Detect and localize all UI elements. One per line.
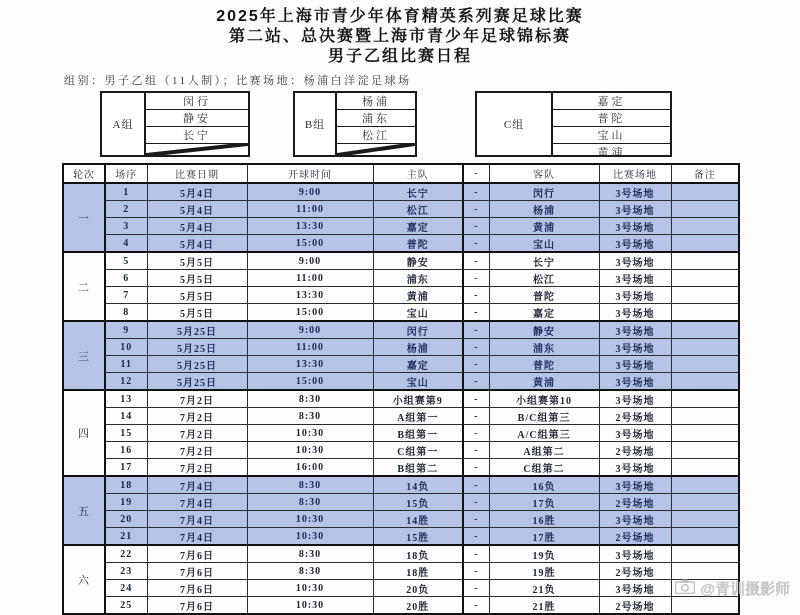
cell-home: 15胜 bbox=[373, 528, 463, 546]
cell-date: 5月4日 bbox=[147, 201, 247, 218]
cell-note bbox=[671, 580, 739, 597]
cell-note bbox=[671, 270, 739, 287]
cell-venue: 3号场地 bbox=[599, 476, 671, 494]
cell-date: 5月25日 bbox=[147, 356, 247, 373]
table-row bbox=[63, 321, 739, 339]
cell-note bbox=[671, 511, 739, 528]
cell-note bbox=[671, 494, 739, 511]
cell-time: 11:00 bbox=[247, 339, 373, 356]
cell-time: 15:00 bbox=[247, 304, 373, 322]
cell-time: 11:00 bbox=[247, 201, 373, 218]
cell-round-label: 五 bbox=[63, 476, 105, 545]
cell-separator: - bbox=[463, 287, 489, 304]
cell-home: 14负 bbox=[373, 476, 463, 494]
cell-home: 宝山 bbox=[373, 373, 463, 391]
cell-separator: - bbox=[463, 442, 489, 459]
cell-date: 7月2日 bbox=[147, 408, 247, 425]
group-box-B组 bbox=[293, 91, 417, 157]
cell-date: 5月4日 bbox=[147, 218, 247, 235]
cell-note bbox=[671, 339, 739, 356]
cell-time: 9:00 bbox=[247, 252, 373, 270]
cell-note bbox=[671, 408, 739, 425]
cell-match-no: 24 bbox=[105, 580, 147, 597]
cell-separator: - bbox=[463, 511, 489, 528]
table-row bbox=[63, 425, 739, 442]
cell-venue: 2号场地 bbox=[599, 528, 671, 546]
cell-away: A/C组第三 bbox=[489, 425, 599, 442]
cell-away: 19负 bbox=[489, 545, 599, 563]
cell-time: 13:30 bbox=[247, 218, 373, 235]
groups-row bbox=[0, 91, 800, 159]
cell-match-no: 17 bbox=[105, 459, 147, 477]
cell-away: 16胜 bbox=[489, 511, 599, 528]
schedule-header-row bbox=[63, 164, 739, 183]
group-label: C组 bbox=[477, 93, 553, 155]
cell-venue: 2号场地 bbox=[599, 408, 671, 425]
cell-round-label: 一 bbox=[63, 183, 105, 252]
cell-separator: - bbox=[463, 597, 489, 615]
cell-match-no: 4 bbox=[105, 235, 147, 253]
cell-note bbox=[671, 235, 739, 253]
cell-note bbox=[671, 373, 739, 391]
cell-venue: 3号场地 bbox=[599, 235, 671, 253]
cell-note bbox=[671, 201, 739, 218]
cell-date: 5月4日 bbox=[147, 235, 247, 253]
table-row bbox=[63, 442, 739, 459]
cell-time: 15:00 bbox=[247, 235, 373, 253]
cell-match-no: 25 bbox=[105, 597, 147, 615]
cell-date: 7月6日 bbox=[147, 563, 247, 580]
group-team-list bbox=[146, 93, 248, 155]
cell-separator: - bbox=[463, 304, 489, 322]
cell-time: 10:30 bbox=[247, 528, 373, 546]
cell-date: 7月4日 bbox=[147, 511, 247, 528]
diagonal-line bbox=[337, 144, 415, 155]
group-box-C组 bbox=[475, 91, 672, 157]
group-box-A组 bbox=[100, 91, 250, 157]
cell-time: 9:00 bbox=[247, 183, 373, 201]
cell-venue: 3号场地 bbox=[599, 511, 671, 528]
cell-match-no: 2 bbox=[105, 201, 147, 218]
cell-venue: 3号场地 bbox=[599, 287, 671, 304]
group-team-list bbox=[553, 93, 670, 159]
table-row bbox=[63, 287, 739, 304]
group-label: B组 bbox=[295, 93, 337, 155]
cell-venue: 3号场地 bbox=[599, 390, 671, 408]
cell-round-label: 二 bbox=[63, 252, 105, 321]
cell-match-no: 15 bbox=[105, 425, 147, 442]
table-row bbox=[63, 476, 739, 494]
cell-note bbox=[671, 287, 739, 304]
cell-time: 8:30 bbox=[247, 563, 373, 580]
cell-venue: 2号场地 bbox=[599, 597, 671, 615]
cell-separator: - bbox=[463, 494, 489, 511]
table-row bbox=[63, 563, 739, 580]
cell-home: 宝山 bbox=[373, 304, 463, 322]
cell-away: 杨浦 bbox=[489, 201, 599, 218]
cell-note bbox=[671, 459, 739, 477]
cell-date: 5月25日 bbox=[147, 339, 247, 356]
group-team-cell: 宝山 bbox=[553, 127, 670, 144]
cell-round-label: 六 bbox=[63, 545, 105, 614]
cell-venue: 3号场地 bbox=[599, 252, 671, 270]
cell-note bbox=[671, 425, 739, 442]
cell-match-no: 6 bbox=[105, 270, 147, 287]
cell-separator: - bbox=[463, 235, 489, 253]
cell-note bbox=[671, 597, 739, 615]
group-team-cell: 松江 bbox=[337, 127, 415, 144]
table-row bbox=[63, 545, 739, 563]
cell-date: 7月2日 bbox=[147, 459, 247, 477]
cell-time: 8:30 bbox=[247, 476, 373, 494]
cell-home: B组第一 bbox=[373, 425, 463, 442]
cell-match-no: 12 bbox=[105, 373, 147, 391]
col-header-away: 客队 bbox=[489, 164, 599, 183]
cell-date: 5月25日 bbox=[147, 373, 247, 391]
schedule-body bbox=[63, 183, 739, 614]
cell-date: 7月6日 bbox=[147, 545, 247, 563]
cell-away: 小组赛第10 bbox=[489, 390, 599, 408]
cell-note bbox=[671, 442, 739, 459]
cell-home: 18负 bbox=[373, 545, 463, 563]
cell-home: 长宁 bbox=[373, 183, 463, 201]
cell-round-label: 四 bbox=[63, 390, 105, 476]
col-header-match-no: 场序 bbox=[105, 164, 147, 183]
cell-venue: 3号场地 bbox=[599, 459, 671, 477]
diagonal-line bbox=[146, 144, 248, 155]
cell-note bbox=[671, 321, 739, 339]
cell-match-no: 22 bbox=[105, 545, 147, 563]
cell-note bbox=[671, 476, 739, 494]
cell-date: 7月4日 bbox=[147, 528, 247, 546]
col-header-separator: - bbox=[463, 164, 489, 183]
group-team-cell: 浦东 bbox=[337, 110, 415, 127]
title-line-3: 男子乙组比赛日程 bbox=[327, 48, 472, 65]
cell-away: 松江 bbox=[489, 270, 599, 287]
cell-match-no: 8 bbox=[105, 304, 147, 322]
cell-separator: - bbox=[463, 545, 489, 563]
cell-note bbox=[671, 304, 739, 322]
cell-date: 5月25日 bbox=[147, 321, 247, 339]
cell-separator: - bbox=[463, 356, 489, 373]
cell-match-no: 3 bbox=[105, 218, 147, 235]
cell-home: 20负 bbox=[373, 580, 463, 597]
cell-away: 17胜 bbox=[489, 528, 599, 546]
table-row bbox=[63, 408, 739, 425]
cell-home: 杨浦 bbox=[373, 339, 463, 356]
cell-date: 7月6日 bbox=[147, 597, 247, 615]
cell-date: 7月2日 bbox=[147, 390, 247, 408]
cell-venue: 3号场地 bbox=[599, 201, 671, 218]
cell-home: A组第一 bbox=[373, 408, 463, 425]
cell-venue: 3号场地 bbox=[599, 425, 671, 442]
cell-match-no: 21 bbox=[105, 528, 147, 546]
cell-date: 7月4日 bbox=[147, 476, 247, 494]
col-header-date: 比赛日期 bbox=[147, 164, 247, 183]
cell-venue: 3号场地 bbox=[599, 304, 671, 322]
cell-note bbox=[671, 528, 739, 546]
cell-time: 15:00 bbox=[247, 373, 373, 391]
cell-home: 嘉定 bbox=[373, 356, 463, 373]
cell-away: 黄浦 bbox=[489, 373, 599, 391]
cell-match-no: 9 bbox=[105, 321, 147, 339]
group-team-cell: 杨浦 bbox=[337, 93, 415, 110]
cell-note bbox=[671, 390, 739, 408]
cell-separator: - bbox=[463, 339, 489, 356]
table-header-row bbox=[63, 164, 739, 183]
watermark-text: @青训摄影师 bbox=[700, 581, 790, 598]
col-header-venue: 比赛场地 bbox=[599, 164, 671, 183]
cell-home: 静安 bbox=[373, 252, 463, 270]
cell-date: 5月5日 bbox=[147, 270, 247, 287]
cell-away: 黄浦 bbox=[489, 218, 599, 235]
cell-venue: 3号场地 bbox=[599, 356, 671, 373]
cell-note bbox=[671, 356, 739, 373]
title-line-1: 2025年上海市青少年体育精英系列赛足球比赛 bbox=[216, 8, 584, 25]
cell-away: 静安 bbox=[489, 321, 599, 339]
cell-match-no: 23 bbox=[105, 563, 147, 580]
group-label: A组 bbox=[102, 93, 146, 155]
cell-venue: 3号场地 bbox=[599, 580, 671, 597]
cell-venue: 2号场地 bbox=[599, 442, 671, 459]
table-row bbox=[63, 339, 739, 356]
cell-away: A组第二 bbox=[489, 442, 599, 459]
group-team-list bbox=[337, 93, 415, 155]
table-row bbox=[63, 373, 739, 391]
cell-round-label: 三 bbox=[63, 321, 105, 390]
cell-match-no: 16 bbox=[105, 442, 147, 459]
cell-match-no: 11 bbox=[105, 356, 147, 373]
cell-away: 闵行 bbox=[489, 183, 599, 201]
cell-time: 8:30 bbox=[247, 390, 373, 408]
cell-date: 5月5日 bbox=[147, 287, 247, 304]
cell-match-no: 5 bbox=[105, 252, 147, 270]
cell-match-no: 19 bbox=[105, 494, 147, 511]
cell-time: 8:30 bbox=[247, 494, 373, 511]
cell-away: 16负 bbox=[489, 476, 599, 494]
cell-venue: 3号场地 bbox=[599, 339, 671, 356]
col-header-time: 开球时间 bbox=[247, 164, 373, 183]
table-row bbox=[63, 218, 739, 235]
cell-time: 8:30 bbox=[247, 408, 373, 425]
cell-date: 7月2日 bbox=[147, 425, 247, 442]
cell-venue: 3号场地 bbox=[599, 373, 671, 391]
cell-away: 普陀 bbox=[489, 287, 599, 304]
cell-venue: 3号场地 bbox=[599, 545, 671, 563]
cell-date: 5月4日 bbox=[147, 183, 247, 201]
cell-separator: - bbox=[463, 476, 489, 494]
col-header-home: 主队 bbox=[373, 164, 463, 183]
table-row bbox=[63, 459, 739, 477]
cell-time: 8:30 bbox=[247, 545, 373, 563]
cell-match-no: 13 bbox=[105, 390, 147, 408]
table-row bbox=[63, 528, 739, 546]
cell-home: 浦东 bbox=[373, 270, 463, 287]
cell-separator: - bbox=[463, 183, 489, 201]
title-line-2: 第二站、总决赛暨上海市青少年足球锦标赛 bbox=[228, 28, 571, 45]
cell-note bbox=[671, 183, 739, 201]
cell-away: 浦东 bbox=[489, 339, 599, 356]
table-row bbox=[63, 270, 739, 287]
cell-away: B/C组第三 bbox=[489, 408, 599, 425]
cell-home: 14胜 bbox=[373, 511, 463, 528]
cell-home: 黄浦 bbox=[373, 287, 463, 304]
empty-slot-cell bbox=[337, 144, 415, 155]
table-row bbox=[63, 183, 739, 201]
cell-home: C组第一 bbox=[373, 442, 463, 459]
table-row bbox=[63, 494, 739, 511]
cell-separator: - bbox=[463, 218, 489, 235]
cell-note bbox=[671, 252, 739, 270]
cell-separator: - bbox=[463, 580, 489, 597]
group-team-cell: 嘉定 bbox=[553, 93, 670, 110]
cell-separator: - bbox=[463, 373, 489, 391]
cell-separator: - bbox=[463, 270, 489, 287]
cell-home: 普陀 bbox=[373, 235, 463, 253]
cell-home: 松江 bbox=[373, 201, 463, 218]
cell-note bbox=[671, 563, 739, 580]
table-row bbox=[63, 304, 739, 322]
cell-match-no: 18 bbox=[105, 476, 147, 494]
cell-time: 10:30 bbox=[247, 597, 373, 615]
col-header-round: 轮次 bbox=[63, 164, 105, 183]
cell-home: 小组赛第9 bbox=[373, 390, 463, 408]
cell-time: 13:30 bbox=[247, 287, 373, 304]
cell-separator: - bbox=[463, 252, 489, 270]
group-team-cell: 黄浦 bbox=[597, 147, 626, 159]
cell-separator: - bbox=[463, 408, 489, 425]
cell-match-no: 14 bbox=[105, 408, 147, 425]
cell-separator: - bbox=[463, 425, 489, 442]
cell-home: 20胜 bbox=[373, 597, 463, 615]
empty-slot-cell bbox=[146, 144, 248, 155]
table-row bbox=[63, 580, 739, 597]
cell-time: 16:00 bbox=[247, 459, 373, 477]
cell-separator: - bbox=[463, 390, 489, 408]
cell-note bbox=[671, 218, 739, 235]
cell-home: 闵行 bbox=[373, 321, 463, 339]
cell-venue: 3号场地 bbox=[599, 321, 671, 339]
cell-venue: 3号场地 bbox=[599, 270, 671, 287]
cell-home: 嘉定 bbox=[373, 218, 463, 235]
cell-venue: 2号场地 bbox=[599, 563, 671, 580]
cell-time: 13:30 bbox=[247, 356, 373, 373]
cell-away: 17负 bbox=[489, 494, 599, 511]
cell-away: 嘉定 bbox=[489, 304, 599, 322]
table-row bbox=[63, 252, 739, 270]
table-row bbox=[63, 201, 739, 218]
group-team-cell: 闵行 bbox=[146, 93, 248, 110]
cell-time: 10:30 bbox=[247, 580, 373, 597]
table-row bbox=[63, 235, 739, 253]
cell-separator: - bbox=[463, 563, 489, 580]
cell-match-no: 20 bbox=[105, 511, 147, 528]
cell-date: 5月5日 bbox=[147, 252, 247, 270]
cell-time: 10:30 bbox=[247, 511, 373, 528]
table-row bbox=[63, 597, 739, 615]
cell-date: 7月2日 bbox=[147, 442, 247, 459]
table-row bbox=[63, 511, 739, 528]
group-team-cell: 静安 bbox=[146, 110, 248, 127]
cell-separator: - bbox=[463, 201, 489, 218]
schedule-table bbox=[62, 163, 740, 615]
meta-line: 组别：男子乙组（11人制）；比赛场地：杨浦白洋淀足球场 bbox=[64, 75, 412, 87]
cell-separator: - bbox=[463, 321, 489, 339]
cell-away: 19胜 bbox=[489, 563, 599, 580]
cell-time: 10:30 bbox=[247, 425, 373, 442]
cell-away: 宝山 bbox=[489, 235, 599, 253]
cell-venue: 2号场地 bbox=[599, 494, 671, 511]
cell-away: 长宁 bbox=[489, 252, 599, 270]
cell-venue: 3号场地 bbox=[599, 183, 671, 201]
cell-match-no: 7 bbox=[105, 287, 147, 304]
cell-away: C组第二 bbox=[489, 459, 599, 477]
cell-time: 11:00 bbox=[247, 270, 373, 287]
cell-date: 5月5日 bbox=[147, 304, 247, 322]
col-header-note: 备注 bbox=[671, 164, 739, 183]
cell-home: B组第二 bbox=[373, 459, 463, 477]
cell-date: 7月4日 bbox=[147, 494, 247, 511]
cell-away: 普陀 bbox=[489, 356, 599, 373]
cell-venue: 3号场地 bbox=[599, 218, 671, 235]
cell-separator: - bbox=[463, 459, 489, 477]
cell-match-no: 1 bbox=[105, 183, 147, 201]
cell-separator: - bbox=[463, 528, 489, 546]
cell-away: 21负 bbox=[489, 580, 599, 597]
cell-time: 9:00 bbox=[247, 321, 373, 339]
cell-date: 7月6日 bbox=[147, 580, 247, 597]
group-team-cell: 普陀 bbox=[553, 110, 670, 127]
group-team-cell: 长宁 bbox=[146, 127, 248, 144]
table-row bbox=[63, 356, 739, 373]
cell-away: 21胜 bbox=[489, 597, 599, 615]
cell-match-no: 10 bbox=[105, 339, 147, 356]
cell-time: 10:30 bbox=[247, 442, 373, 459]
table-row bbox=[63, 390, 739, 408]
document-title bbox=[0, 0, 800, 67]
cell-note bbox=[671, 545, 739, 563]
cell-home: 15负 bbox=[373, 494, 463, 511]
cell-home: 18胜 bbox=[373, 563, 463, 580]
